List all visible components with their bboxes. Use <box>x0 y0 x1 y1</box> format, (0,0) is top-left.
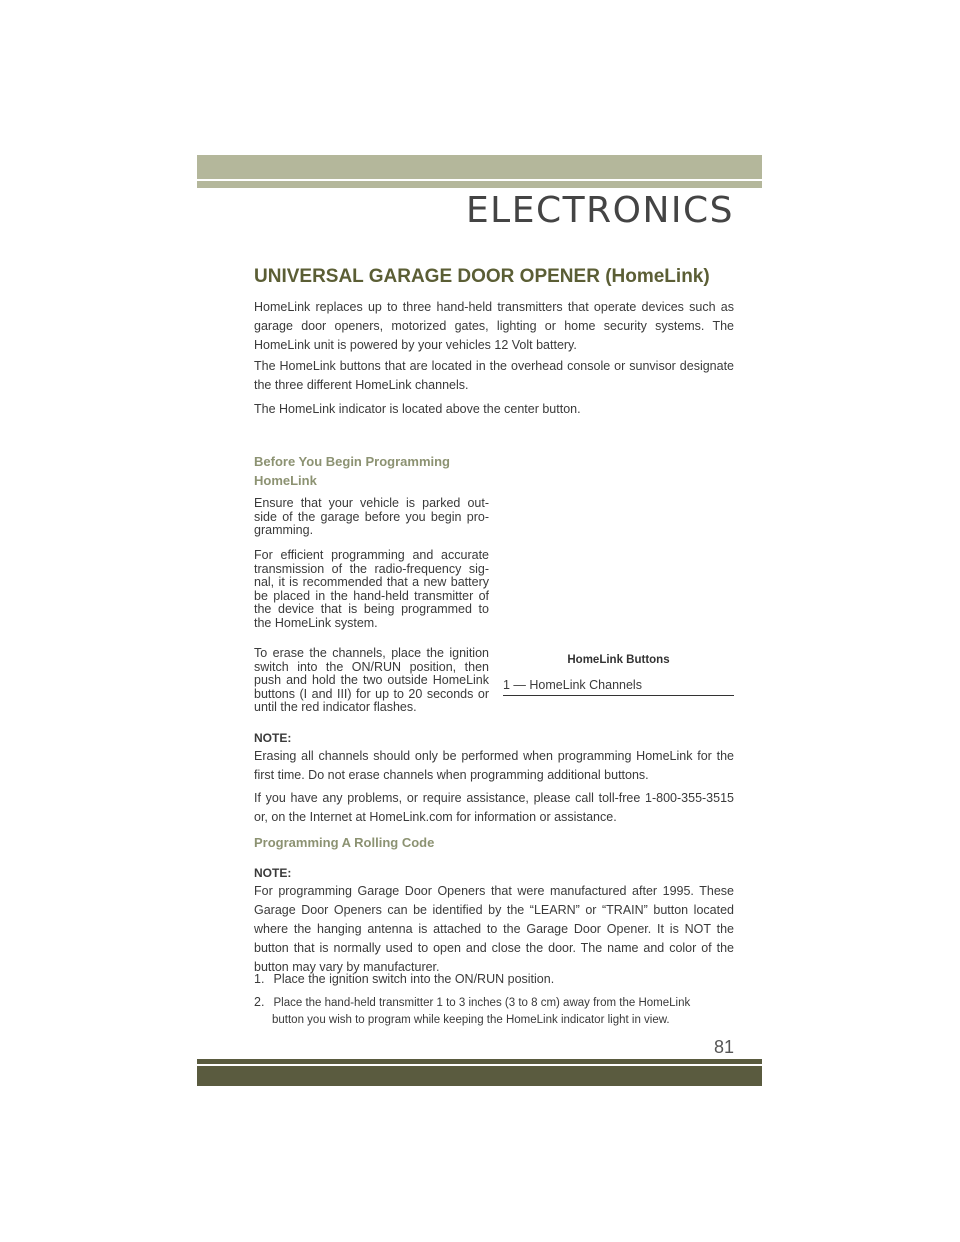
before-programming-heading <box>254 452 450 490</box>
section-title: ELECTRONICS <box>465 190 734 231</box>
note-label-2: NOTE: <box>254 866 292 880</box>
before-heading-line1: Before You Begin Programming <box>254 454 450 469</box>
step-2-number: 2. <box>254 995 265 1009</box>
before-paragraph-2: For efficient programming and accurate transmission of the radio-frequency sig-nal, it is recommended that a new battery be placed in the hand-held transmitter of the device that is being programmed to the HomeLink system. <box>254 548 489 630</box>
footer-rule <box>197 1059 762 1064</box>
step-2-text-line1: Place the hand-held transmitter 1 to 3 inches (3 to 8 cm) away from the HomeLink <box>273 997 691 1009</box>
header-rule <box>197 181 762 188</box>
page-number: 81 <box>713 1037 734 1057</box>
note-text-1: Erasing all channels should only be performed when programming HomeLink for the first time. Do not erase channels when programming additional buttons. <box>254 749 734 782</box>
assistance-paragraph: If you have any problems, or require assistance, please call toll-free 1-800-355-3515 or, on the Internet at HomeLink.com for information or assistance. <box>254 791 734 824</box>
step-1-text: Place the ignition switch into the ON/RUN position. <box>273 972 555 986</box>
footer-band <box>197 1066 762 1086</box>
page-heading: UNIVERSAL GARAGE DOOR OPENER (HomeLink) <box>254 266 710 287</box>
header-band <box>197 155 762 179</box>
intro-paragraph-1: HomeLink replaces up to three hand-held transmitters that operate devices such as garage door openers, motorized gates, lighting or home security systems. The HomeLink unit is powered by your vehicles 12 Volt battery. <box>254 300 734 352</box>
note-label-1: NOTE: <box>254 731 292 745</box>
before-heading-line2: HomeLink <box>254 473 317 488</box>
intro-paragraph-3: The HomeLink indicator is located above the center button. <box>254 402 581 416</box>
step-2 <box>254 994 734 1029</box>
step-2-text-line2: button you wish to program while keeping the HomeLink indicator light in view. <box>272 1014 670 1026</box>
figure-legend: 1 — HomeLink Channels <box>503 678 734 696</box>
step-1 <box>254 971 734 988</box>
note-text-2: For programming Garage Door Openers that were manufactured after 1995. These Garage Door Openers can be identified by the “LEARN” or “TRAIN” button located where the hanging antenna is attached to the Garage Door Opener. It is NOT the button that is normally used to open and close the door. The name and color of the button may vary by manufacturer. <box>254 884 734 974</box>
figure-caption: HomeLink Buttons <box>567 654 670 666</box>
before-paragraph-3: To erase the channels, place the ignition switch into the ON/RUN position, then push and hold the two outside HomeLink buttons (I and III) for up to 20 seconds or until the red indicator flashes. <box>254 646 489 714</box>
step-1-number: 1. <box>254 972 265 986</box>
before-paragraph-1: Ensure that your vehicle is parked out-side of the garage before you begin pro-gramming. <box>254 496 489 537</box>
rolling-code-heading: Programming A Rolling Code <box>254 835 435 850</box>
intro-paragraph-2: The HomeLink buttons that are located in the overhead console or sunvisor designate the three different HomeLink channels. <box>254 359 734 392</box>
